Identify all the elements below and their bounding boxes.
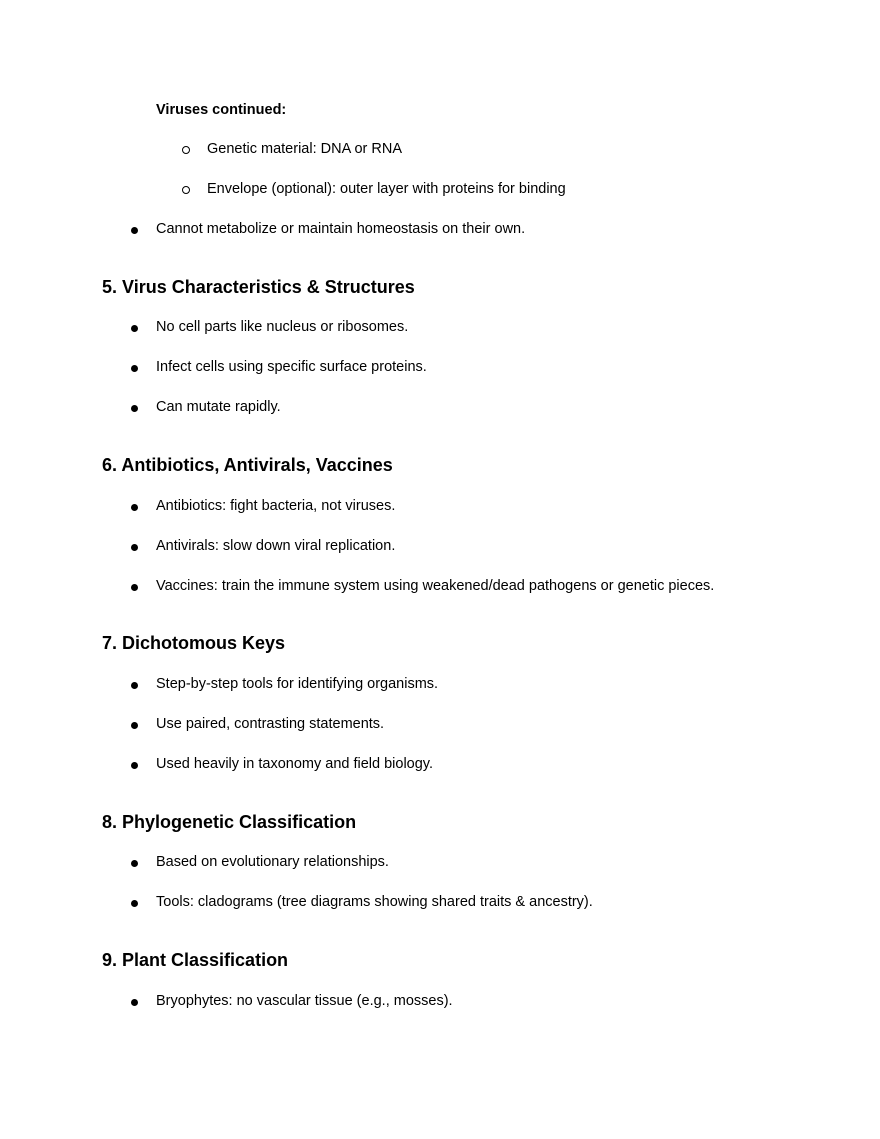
section-heading: 7. Dichotomous Keys [102,633,286,653]
bullet-icon [125,318,143,336]
bullet-icon [125,755,143,773]
hollow-bullet-icon [177,140,195,158]
bullet-icon [125,853,143,871]
bullet-icon [125,537,143,555]
section-heading: 8. Phylogenetic Classification [102,812,357,832]
list-item: Antivirals: slow down viral replication. [156,538,396,554]
bullet-icon [125,497,143,515]
list-item: Bryophytes: no vascular tissue (e.g., mosses). [156,993,453,1009]
list-item: Envelope (optional): outer layer with proteins for binding [207,181,566,197]
hollow-bullet-icon [177,180,195,198]
list-item: Step-by-step tools for identifying organisms. [156,676,439,692]
list-item: Antibiotics: fight bacteria, not viruses. [156,498,396,514]
bullet-icon [125,893,143,911]
list-item: Based on evolutionary relationships. [156,854,389,870]
bullet-icon [125,220,143,238]
section-heading: 5. Virus Characteristics & Structures [102,277,415,297]
list-item: Vaccines: train the immune system using weakened/dead pathogens or genetic pieces. [156,578,715,594]
bullet-icon [125,675,143,693]
list-item: Infect cells using specific surface proteins. [156,359,427,375]
bullet-icon [125,358,143,376]
section-heading: 6. Antibiotics, Antivirals, Vaccines [102,455,393,475]
list-item: Use paired, contrasting statements. [156,716,385,732]
bullet-icon [125,992,143,1010]
list-item: Cannot metabolize or maintain homeostasis on their own. [156,221,526,237]
list-item: Used heavily in taxonomy and field biology. [156,756,434,772]
list-item: No cell parts like nucleus or ribosomes. [156,319,409,335]
list-item: Genetic material: DNA or RNA [207,141,403,157]
list-item: Can mutate rapidly. [156,399,281,415]
bullet-icon [125,398,143,416]
list-item: Tools: cladograms (tree diagrams showing shared traits & ancestry). [156,894,593,910]
section-heading: 9. Plant Classification [102,950,289,970]
bullet-icon [125,715,143,733]
continued-label: Viruses continued: [156,102,287,118]
bullet-icon [125,577,143,595]
